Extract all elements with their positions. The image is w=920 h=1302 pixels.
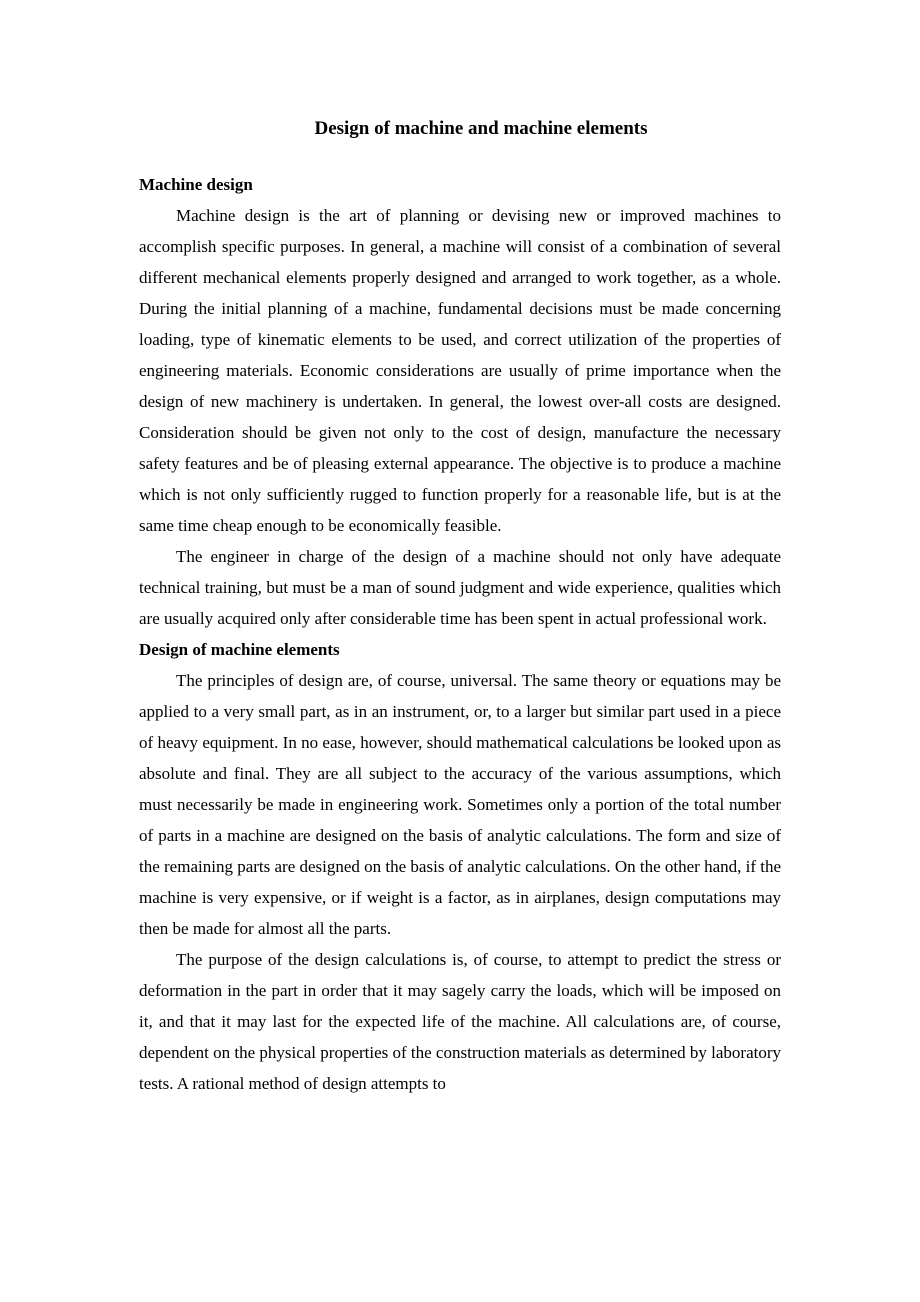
paragraph: Machine design is the art of planning or devising new or improved machines to accomplish specific purposes. In general, a machine will consist of a combination of several different mechanical elements properly designed and arranged to work together, as a whole. During the initial planning of a machine, fundamental decisions must be made concerning loading, type of kinematic elements to be used, and correct utilization of the properties of engineering materials. Economic considerations are usually of prime importance when the design of new machinery is undertaken. In general, the lowest over-all costs are designed. Consideration should be given not only to the cost of design, manufacture the necessary safety features and be of pleasing external appearance. The objective is to produce a machine which is not only sufficiently rugged to function properly for a reasonable life, but is at the same time cheap enough to be economically feasible.: [139, 206, 781, 535]
section-heading-machine-design: Machine design: [139, 175, 253, 194]
paragraph: The purpose of the design calculations is, of course, to attempt to predict the stress or deformation in the part in order that it may sagely carry the loads, which will be imposed on it, and that it may last for the expected life of the machine. All calculations are, of course, dependent on the physical properties of the construction materials as determined by laboratory tests. A rational method of design attempts to: [139, 950, 782, 1093]
paragraph: The engineer in charge of the design of a machine should not only have adequate technical training, but must be a man of sound judgment and wide experience, qualities which are usually acquired only after considerable time has been spent in actual professional work.: [139, 547, 781, 628]
document-body: [139, 169, 781, 1099]
document-title: Design of machine and machine elements: [314, 118, 648, 139]
section-heading-design-of-machine-elements: Design of machine elements: [139, 640, 340, 659]
paragraph: The principles of design are, of course, universal. The same theory or equations may be applied to a very small part, as in an instrument, or, to a larger but similar part used in a piece of heavy equipment. In no ease, however, should mathematical calculations be looked upon as absolute and final. They are all subject to the accuracy of the various assumptions, which must necessarily be made in engineering work. Sometimes only a portion of the total number of parts in a machine are designed on the basis of analytic calculations. The form and size of the remaining parts are designed on the basis of analytic calculations. On the other hand, if the machine is very expensive, or if weight is a factor, as in airplanes, design computations may then be made for almost all the parts.: [139, 671, 782, 938]
